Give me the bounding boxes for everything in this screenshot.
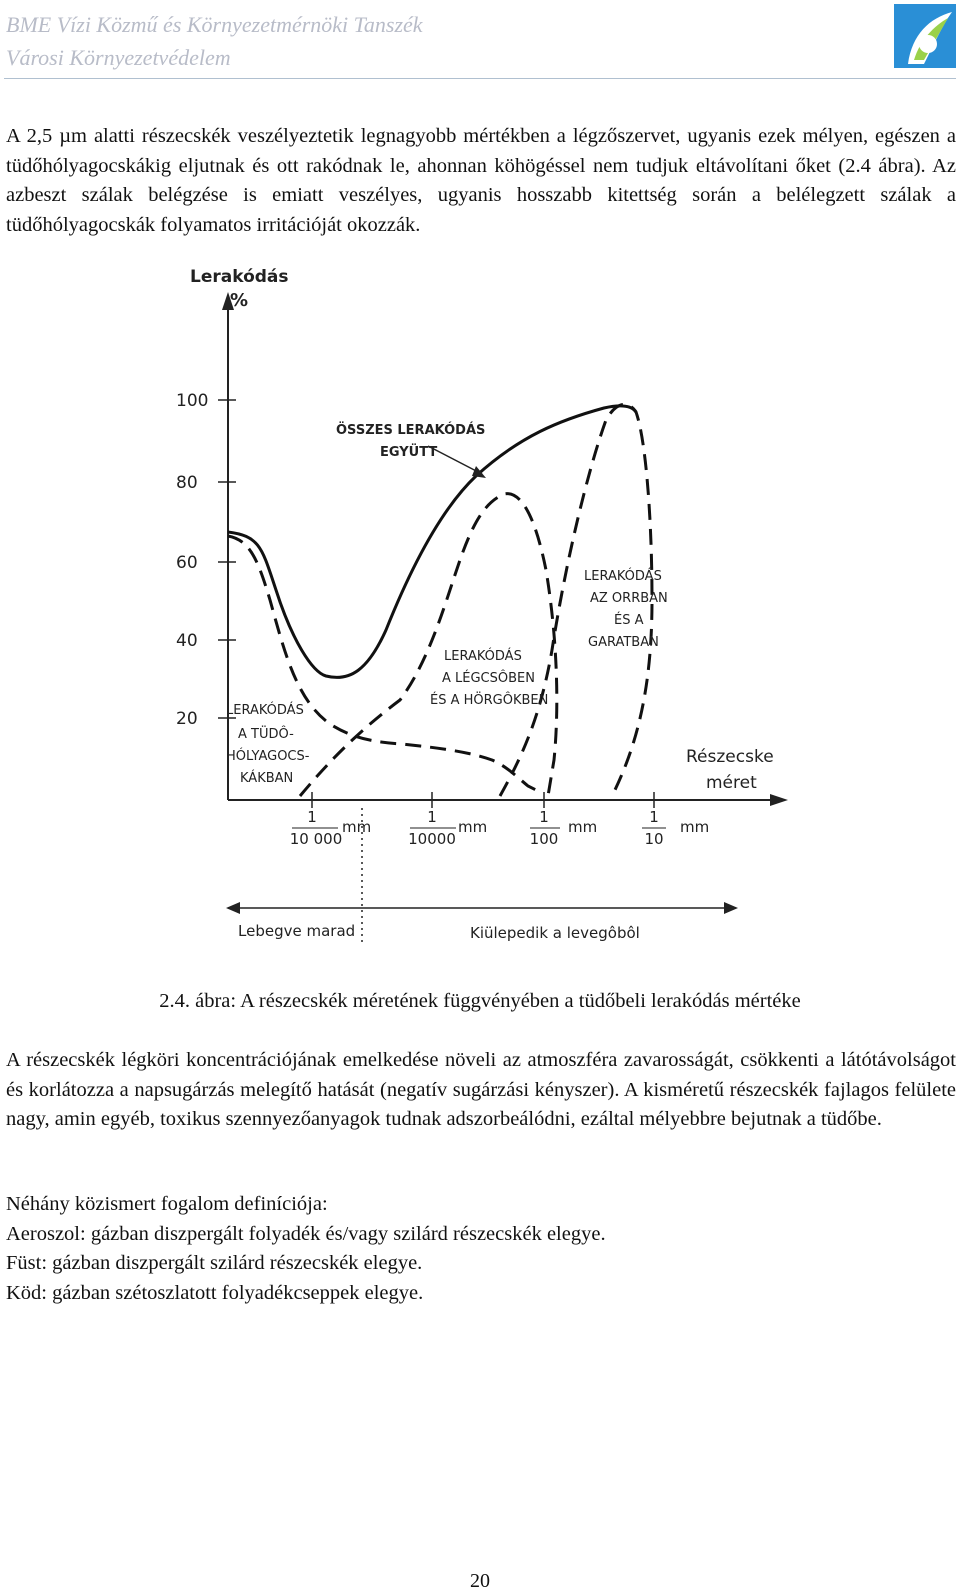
label-alveoli-line2: A TÜDÔ- [238, 727, 294, 742]
range-arrow-left [226, 902, 240, 914]
label-trachea-line2: A LÉGCSÔBEN [442, 671, 535, 686]
definition-smoke: Füst: gázban diszpergált szilárd részecskék elegye. [6, 1252, 423, 1274]
label-total-line2: EGYÜTT [380, 445, 438, 460]
label-total-pointer [428, 446, 482, 474]
svg-text:10 000: 10 000 [289, 830, 343, 848]
header-course: Városi Környezetvédelem [6, 45, 231, 70]
settling-label: Kiülepedik a levegôbôl [470, 924, 640, 942]
label-trachea-line3: ÉS A HÖRGÔKBEN [430, 693, 549, 708]
svg-text:1: 1 [427, 808, 437, 826]
y-axis-title: Lerakódás [190, 267, 289, 287]
label-nose-line3: ÉS A [614, 613, 644, 628]
x-axis-arrow [770, 794, 788, 806]
label-nose-line2: AZ ORRBAN [590, 591, 668, 606]
header-department: BME Vízi Közmű és Környezetmérnöki Tanszék [6, 12, 423, 37]
x-tick-label-2 [408, 808, 487, 848]
x-tick-label-4 [642, 808, 709, 848]
svg-text:100: 100 [529, 830, 559, 848]
x-tick-label-1 [290, 808, 371, 848]
x-tick-label-3 [530, 808, 598, 848]
label-trachea-line1: LERAKÓDÁS [444, 649, 522, 664]
definitions-intro: Néhány közismert fogalom definíciója: [6, 1193, 328, 1215]
y-tick-20: 20 [176, 709, 198, 729]
x-axis-title: Részecske [686, 747, 774, 767]
definitions-block [6, 1190, 956, 1308]
label-total-line1: ÖSSZES LERAKÓDÁS [336, 423, 486, 438]
range-arrow-right [724, 902, 738, 914]
definition-aerosol: Aeroszol: gázban diszpergált folyadék és/vagy szilárd részecskék elegye. [6, 1222, 606, 1245]
y-tick-40: 40 [176, 631, 198, 651]
label-alveoli-line1: LERAKÓDÁS [226, 703, 304, 718]
svg-text:mm: mm [458, 818, 488, 836]
floating-label: Lebegve marad [238, 922, 356, 940]
svg-text:1: 1 [307, 808, 317, 826]
paragraph-intro: A 2,5 µm alatti részecskék veszélyeztetik legnagyobb mértékben a légzőszervet, ugyanis ezek mélyen, egészen a tüdőhólyagocskákig eljutnak és ott rakódnak le, ahonnan köhögéssel nem tudjuk eltávolítani őket (2.4 ábra). Az azbeszt szálak belégzése is emiatt veszélyes, ugyanis hosszabb kitettség során a belélegzett szálak a tüdőhólyagocskák folyamatos irritációját okozzák. [6, 125, 956, 236]
svg-text:10: 10 [644, 830, 664, 848]
deposition-figure [160, 260, 800, 960]
svg-text:1: 1 [539, 808, 549, 826]
y-tick-80: 80 [176, 473, 198, 493]
page-number: 20 [470, 1570, 490, 1592]
figure-caption: 2.4. ábra: A részecskék méretének függvényében a tüdőbeli lerakódás mértéke [159, 990, 801, 1012]
y-tick-100: 100 [176, 391, 209, 411]
label-alveoli-line3: HÓLYAGOCS- [226, 749, 310, 764]
department-logo-icon [894, 4, 956, 68]
svg-text:mm: mm [342, 818, 372, 836]
label-nose-line4: GARATBAN [588, 635, 659, 650]
svg-text:mm: mm [680, 818, 710, 836]
definition-fog: Köd: gázban szétoszlatott folyadékcseppek elegye. [6, 1281, 424, 1304]
header-divider [4, 78, 956, 79]
svg-text:10000: 10000 [408, 830, 456, 848]
label-nose-line1: LERAKÓDÁS [584, 569, 662, 584]
label-alveoli-line4: KÁKBAN [240, 771, 294, 786]
svg-text:1: 1 [649, 808, 659, 826]
y-axis-unit: % [230, 290, 249, 311]
y-tick-60: 60 [176, 553, 198, 573]
x-axis-subtitle: méret [706, 773, 757, 793]
paragraph-atmosphere: A részecskék légköri koncentrációjának emelkedése növeli az atmoszféra zavarosságát, csökkenti a látótávolságot és korlátozza a napsugárzás melegítő hatását (negatív sugárzási kényszer). A kisméretű részecskék fajlagos felülete nagy, amin egyéb, toxikus szennyezőanyagok tudnak adszorbeálódni, ezáltal mélyebbre bejutnak a tüdőbe. [6, 1049, 956, 1130]
running-header [6, 8, 423, 74]
svg-text:mm: mm [568, 818, 598, 836]
